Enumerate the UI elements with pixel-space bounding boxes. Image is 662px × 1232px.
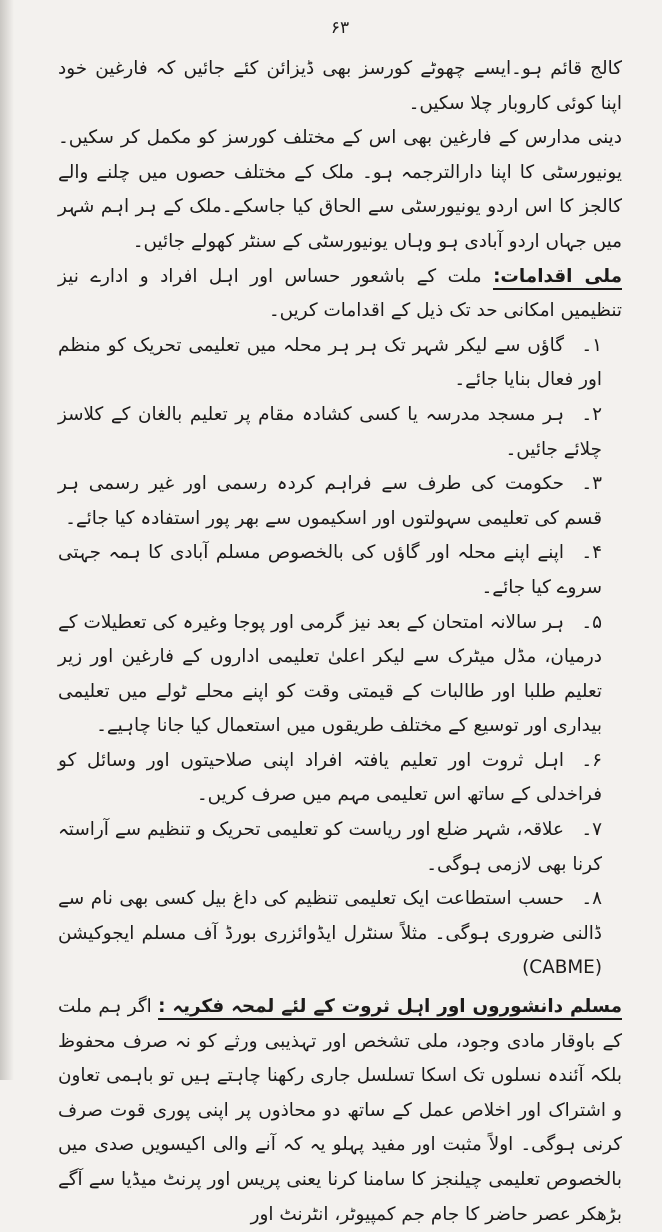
list-item [58, 813, 622, 882]
list-item-number: ۶۔ [581, 749, 602, 771]
list-item [58, 606, 622, 744]
list-item-text: اہل ثروت اور تعلیم یافتہ افراد اپنی صلاحیتوں اور وسائل کو فراخدلی کے ساتھ اس تعلیمی مہم میں صرف کریں۔ [58, 749, 602, 806]
paragraph-college: کالج قائم ہو۔ایسے چھوٹے کورسز بھی ڈیزائن کئے جائیں کہ فارغین خود اپنا کوئی کاروبار چلا سکیں۔ [58, 58, 622, 114]
list-item-text: اپنے اپنے محلہ اور گاؤں کی بالخصوص مسلم آبادی کا ہمہ جہتی سروے کیا جائے۔ [58, 542, 602, 598]
list-item-number: ۵۔ [581, 611, 602, 633]
list-item [58, 744, 622, 813]
paragraph-milli-steps [58, 260, 622, 329]
list-item [58, 882, 622, 986]
steps-list [58, 329, 622, 986]
list-item-text: حسب استطاعت ایک تعلیمی تنظیم کی داغ بیل کسی بھی نام سے ڈالنی ضروری ہوگی۔ مثلاً سنٹرل ایڈوائزری بورڈ آف مسلم ایجوکیشن (CABME) [58, 888, 602, 979]
list-item-text: ہر مسجد مدرسہ یا کسی کشادہ مقام پر تعلیم بالغان کے کلاسز چلائے جائیں۔ [58, 403, 602, 460]
milli-steps-text: ملت کے باشعور حساس اور اہل افراد و ادارے نیز تنظیمیں امکانی حد تک ذیل کے اقدامات کریں۔ [58, 265, 622, 322]
intellectuals-heading: مسلم دانشوروں اور اہل ثروت کے لئے لمحہ فکریہ : [158, 996, 622, 1020]
list-item-number: ۸۔ [581, 888, 602, 910]
paragraph-university: دینی مدارس کے فارغین بھی اس کے مختلف کورسز کو مکمل کر سکیں۔ یونیورسٹی کا اپنا دارالترجمہ ہو۔ ملک کے مختلف حصوں میں چلنے والے کالجز کا اس اردو یونیورسٹی سے الحاق کیا جاسکے۔ملک کے ہر اہم شہر میں جہاں اردو آبادی ہو وہاں یونیورسٹی کے سنٹر کھولے جائیں۔ [58, 127, 622, 252]
paragraph-intellectuals [58, 990, 622, 1232]
list-item-number: ۱۔ [581, 334, 602, 356]
list-item-text: گاؤں سے لیکر شہر تک ہر ہر محلہ میں تعلیمی تحریک کو منظم اور فعال بنایا جائے۔ [58, 334, 602, 391]
page-number: ۶۳ [330, 18, 350, 38]
list-item [58, 467, 622, 536]
list-item-number: ۲۔ [581, 403, 602, 425]
list-item-text: حکومت کی طرف سے فراہم کردہ رسمی اور غیر رسمی ہر قسم کی تعلیمی سہولتوں اور اسکیموں سے بھر پور استفادہ کیا جائے۔ [58, 473, 602, 529]
list-item-text: علاقہ، شہر ضلع اور ریاست کو تعلیمی تحریک و تنظیم سے آراستہ کرنا بھی لازمی ہوگی۔ [58, 819, 602, 875]
list-item [58, 536, 622, 605]
intellectuals-text: اگر ہم ملت کے باوقار مادی وجود، ملی تشخص اور تہذیبی ورثے کو نہ صرف محفوظ بلکہ آئندہ نسلوں تک اسکا تسلسل جاری رکھنا چاہتے ہیں تو باہمی تعاون و اشتراک اور اخلاص عمل کے ساتھ دو محاذوں پر اپنی پوری قوت صرف کرنی ہوگی۔ اولاً مثبت اور مفید پہلو یہ کہ آنے والی اکیسویں صدی میں بالخصوص تعلیمی چیلنجز کا سامنا کرنا یعنی پریس اور پرنٹ میڈیا سے آگے بڑھکر عصر حاضر کا جام جم کمپیوٹر، انٹرنٹ اور [58, 996, 622, 1225]
list-item-number: ۳۔ [581, 473, 602, 495]
list-item [58, 398, 622, 467]
milli-steps-heading: ملی اقدامات: [493, 266, 622, 290]
list-item-number: ۷۔ [581, 819, 602, 841]
list-item-number: ۴۔ [581, 542, 602, 564]
list-item-text: ہر سالانہ امتحان کے بعد نیز گرمی اور پوجا وغیرہ کی تعطیلات کے درمیان، مڈل میٹرک سے لیکر اعلیٰ تعلیمی اداروں کے فارغین اور زیر تعلیم طلبا اور طالبات کے قیمتی وقت کو اپنے محلے ٹولے میں تعلیمی بیداری اور توسیع کے مختلف طریقوں میں استعمال کیا جانا چاہیے۔ [58, 611, 602, 737]
list-item [58, 329, 622, 398]
